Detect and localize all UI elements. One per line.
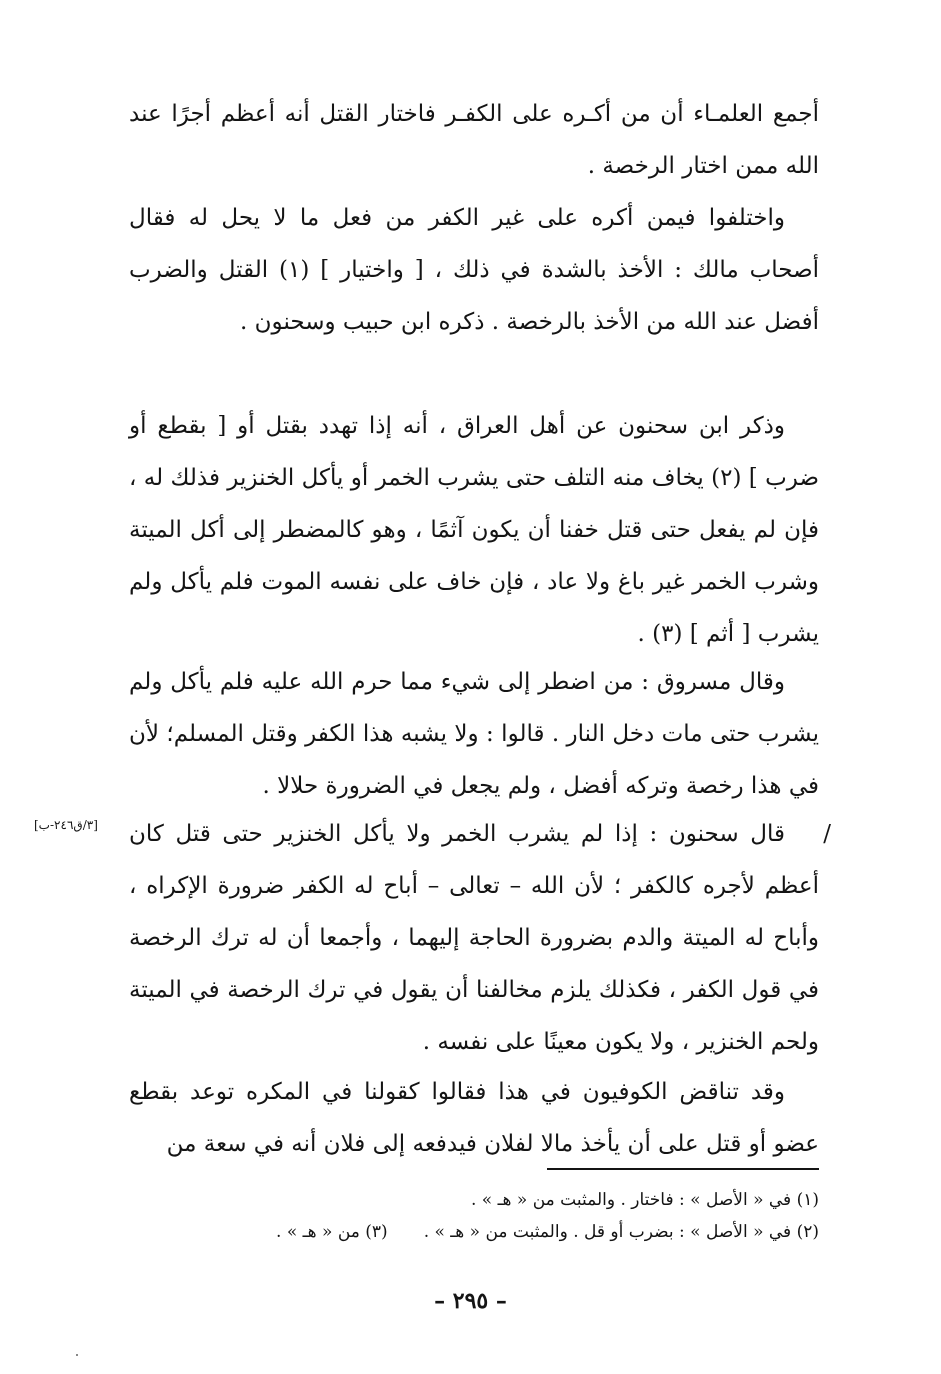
footnote-line-2 [129, 1216, 819, 1248]
footnote-1: (١) في « الأصل » : فاختار . والمثبت من « هـ » . [470, 1190, 819, 1210]
page-number: – ٢٩٥ – [434, 1288, 507, 1314]
paragraph-masruq: وقال مسروق : من اضطر إلى شيء مما حرم الله عليه فلم يأكل ولم يشرب حتى مات دخل النار . قالوا : ولا يشبه هذا الكفر وقتل المسلم؛ لأن في هذا رخصة وتركه أفضل ، ولم يجعل في الضرورة حلالا . [129, 669, 819, 799]
page-break-mark: / [823, 821, 831, 847]
manuscript-folio-reference: [٣/ق٢٤٦-ب] [34, 818, 98, 832]
scan-speck [76, 1354, 78, 1356]
footnotes [129, 1184, 819, 1248]
footnote-divider [547, 1168, 819, 1170]
footnote-2: (٢) في « الأصل » : بضرب أو قل . والمثبت من « هـ » . [423, 1222, 819, 1242]
paragraph-ikhtilaf: واختلفوا فيمن أكره على غير الكفر من فعل ما لا يحل له فقال أصحاب مالك : الأخذ بالشدة في ذلك ، [ واختيار ] (١) القتل والضرب أفضل عند الله من الأخذ بالرخصة . ذكره ابن حبيب وسحنون . [129, 205, 819, 335]
paragraph-ijma-kufr: أجمع العلمـاء أن من أكـره على الكفـر فاختار القتل أنه أعظم أجرًا عند الله ممن اختار الرخصة . [129, 101, 819, 179]
paragraph-kufiyyun: وقد تناقض الكوفيون في هذا فقالوا كقولنا في المكره توعد بقطع عضو أو قتل على أن يأخذ مالا لفلان فيدفعه إلى فلان أنه في سعة من [129, 1079, 819, 1157]
paragraph-ibn-sahnun-iraq: وذكر ابن سحنون عن أهل العراق ، أنه إذا تهدد بقتل أو [ بقطع أو ضرب ] (٢) يخاف منه التلف حتى يشرب الخمر أو يأكل الخنزير فذلك له ، فإن لم يفعل حتى قتل خفنا أن يكون آثمًا ، وهو كالمضطر إلى أكل الميتة وشرب الخمر غير باغ ولا عاد ، فإن خاف على نفسه الموت فلم يأكل ولم يشرب [ أثم ] (٣) . [129, 413, 819, 647]
footnote-3: (٣) من « هـ » . [276, 1222, 388, 1242]
paragraph-sahnun: قال سحنون : إذا لم يشرب الخمر ولا يأكل الخنزير حتى قتل كان أعظم لأجره كالكفر ؛ لأن الله – تعالى – أباح له الكفر ضرورة الإكراه ، وأباح له الميتة والدم بضرورة الحاجة إليهما ، وأجمعا أن له ترك الرخصة في قول الكفر ، فكذلك يلزم مخالفنا أن يقول في ترك الرخصة في الميتة ولحم الخنزير ، ولا يكون معينًا على نفسه . [129, 821, 819, 1055]
